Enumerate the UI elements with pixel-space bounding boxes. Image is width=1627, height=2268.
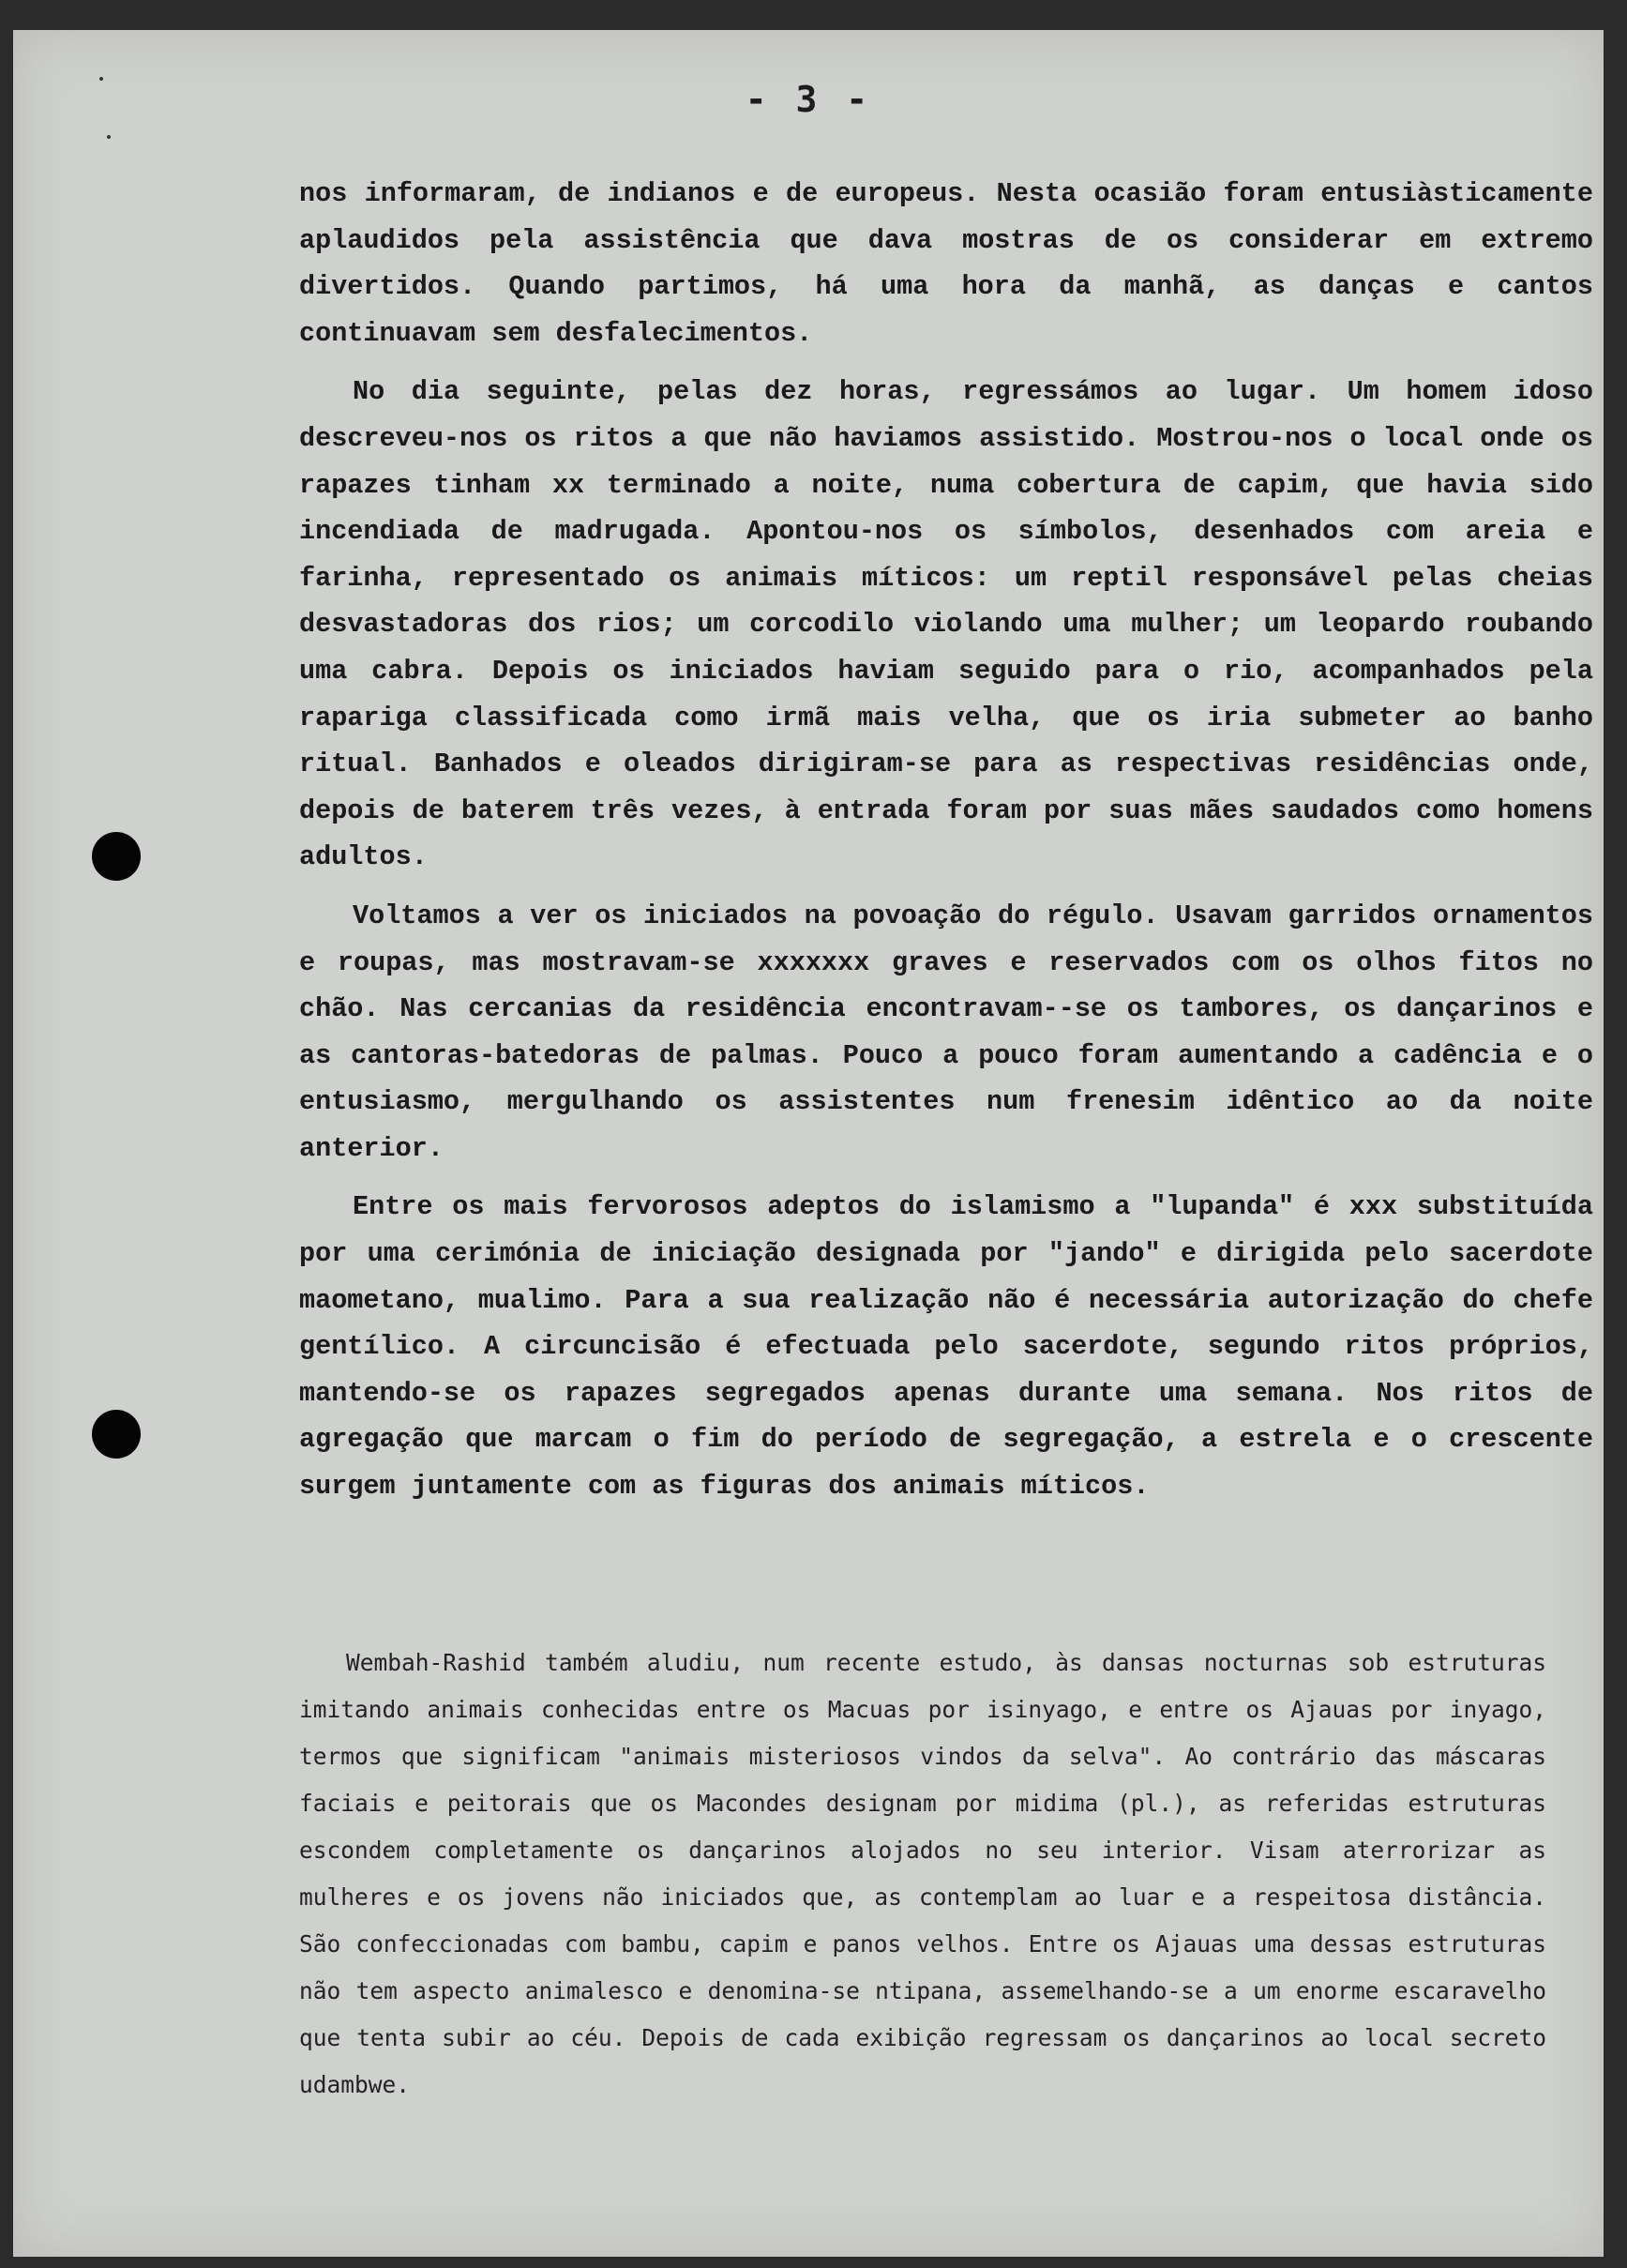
punch-hole [92,1410,141,1459]
secondary-text [299,1640,1546,2109]
punch-hole [92,832,141,881]
document-page [13,30,1604,2257]
page-number: - 3 - [745,79,872,120]
main-text [299,171,1593,1522]
paragraph-1: nos informaram, de indianos e de europeus. Nesta ocasião foram entusiàsticamente aplaudidos pela assistência que dava mostras de os considerar em extremo divertidos. Quando partimos, há uma hora da manhã, as danças e cantos continuavam sem desfalecimentos. [299,178,1593,349]
paragraph-2: No dia seguinte, pelas dez horas, regressámos ao lugar. Um homem idoso descreveu-nos os ritos a que não haviamos assistido. Mostrou-nos o local onde os rapazes tinham xx terminado a noite, numa cobertura de capim, que havia sido incendiada de madrugada. Apontou-nos os símbolos, desenhados com areia e farinha, representado os animais míticos: um reptil responsável pelas cheias desvastadoras dos rios; um corcodilo violando uma mulher; um leopardo roubando uma cabra. Depois os iniciados haviam seguido para o rio, acompanhados pela rapariga classificada como irmã mais velha, que os iria submeter ao banho ritual. Banhados e oleados dirigiram-se para as respectivas residências onde, depois de baterem três vezes, à entrada foram por suas mães saudados como homens adultos. [299,376,1593,873]
paragraph-3: Voltamos a ver os iniciados na povoação do régulo. Usavam garridos ornamentos e roupas, mas mostravam-se xxxxxxx graves e reservados com os olhos fitos no chão. Nas cercanias da residência encontravam--se os tambores, os dançarinos e as cantoras-batedoras de palmas. Pouco a pouco foram aumentando a cadência e o entusiasmo, mergulhando os assistentes num frenesim idêntico ao da noite anterior. [299,900,1593,1164]
paragraph-5: Wembah-Rashid também aludiu, num recente estudo, às dansas nocturnas sob estruturas imitando animais conhecidas entre os Macuas por isinyago, e entre os Ajauas por inyago, termos que significam "animais misteriosos vindos da selva". Ao contrário das máscaras faciais e peitorais que os Macondes designam por midima (pl.), as referidas estruturas escondem completamente os dançarinos alojados no seu interior. Visam aterrorizar as mulheres e os jovens não iniciados que, as contemplam ao luar e a respeitosa distância. São confeccionadas com bambu, capim e panos velhos. Entre os Ajauas uma dessas estruturas não tem aspecto animalesco e denomina-se ntipana, assemelhando-se a um enorme escaravelho que tenta subir ao céu. Depois de cada exibição regressam os dançarinos ao local secreto udambwe. [299,1649,1546,2098]
paragraph-4: Entre os mais fervorosos adeptos do islamismo a "lupanda" é xxx substituída por uma cerimónia de iniciação designada por "jando" e dirigida pelo sacerdote maometano, mualimo. Para a sua realização não é necessária autorização do chefe gentílico. A circuncisão é efectuada pelo sacerdote, segundo ritos próprios, mantendo-se os rapazes segregados apenas durante uma semana. Nos ritos de agregação que marcam o fim do período de segregação, a estrela e o crescente surgem juntamente com as figuras dos animais míticos. [299,1191,1593,1503]
paper-speck [107,135,111,139]
